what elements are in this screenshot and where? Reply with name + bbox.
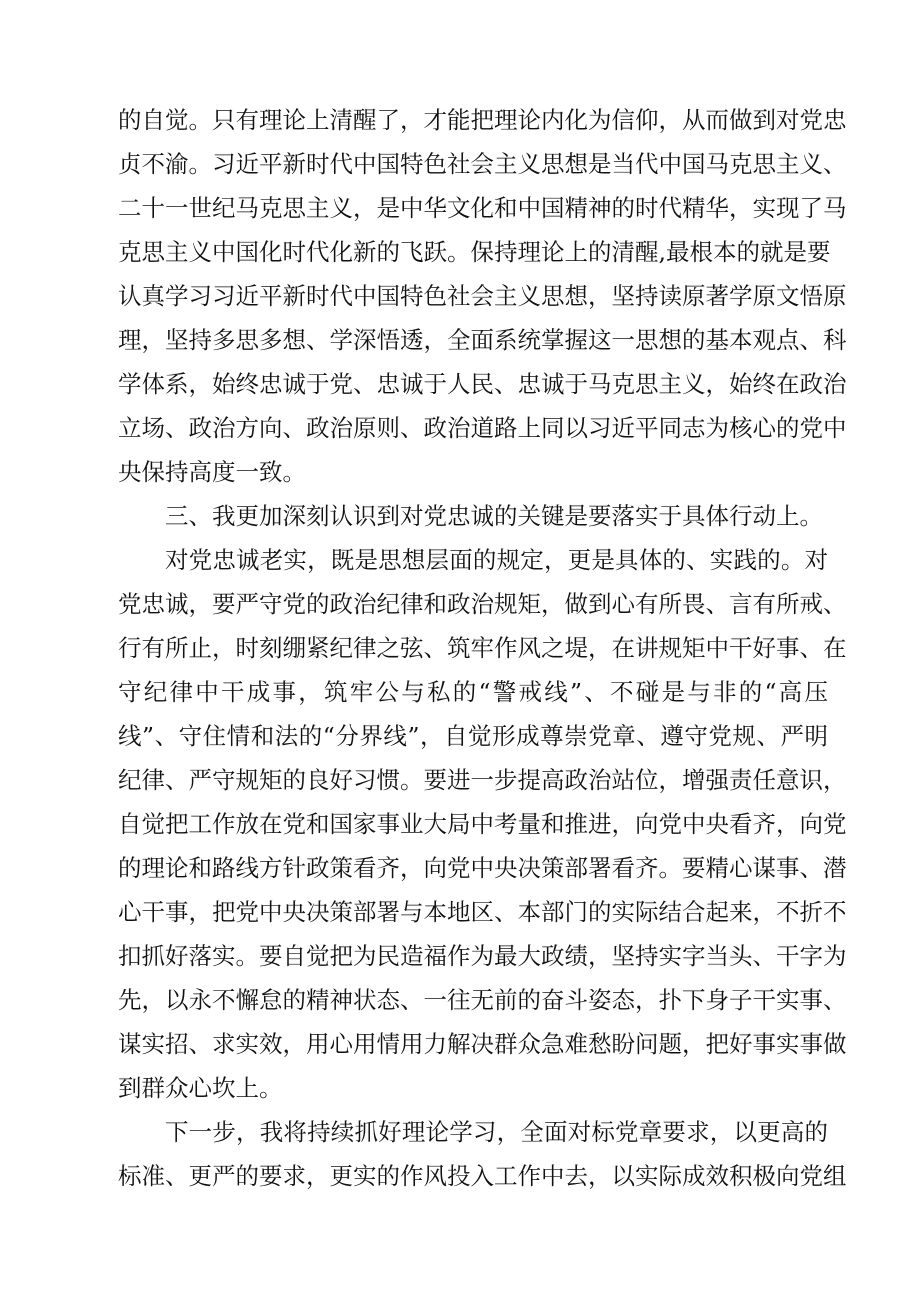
text-line: 到群众心坎上。 [118,1074,283,1102]
text-line: 立场、政治方向、政治原则、政治道路上同以习近平同志为核心的党中 [118,414,847,442]
text-line: 标准、更严的要求，更实的作风投入工作中去，以实际成效积极向党组 [118,1162,847,1190]
text-line: 的自觉。只有理论上清醒了，才能把理论内化为信仰，从而做到对党忠 [118,106,847,134]
text-line: 理，坚持多思多想、学深悟透，全面系统掌握这一思想的基本观点、科 [118,326,847,354]
text-line: 行有所止，时刻绷紧纪律之弦、筑牢作风之堤，在讲规矩中干好事、在 [118,634,847,662]
text-line: 扣抓好落实。要自觉把为民造福作为最大政绩，坚持实字当头、干字为 [118,942,847,970]
text-line: 纪律、严守规矩的良好习惯。要进一步提高政治站位，增强责任意识， [118,766,847,794]
text-line: 先，以永不懈怠的精神状态、一往无前的奋斗姿态，扑下身子干实事、 [118,986,847,1014]
text-line: 党忠诚，要严守党的政治纪律和政治规矩，做到心有所畏、言有所戒、 [118,590,847,618]
text-line: 央保持高度一致。 [118,458,306,486]
text-line: 学体系，始终忠诚于党、忠诚于人民、忠诚于马克思主义，始终在政治 [118,370,847,398]
text-line: 线”、守住情和法的“分界线”，自觉形成尊崇党章、遵守党规、严明 [118,722,828,750]
text-line: 认真学习习近平新时代中国特色社会主义思想，坚持读原著学原文悟原 [118,282,847,310]
text-line: 克思主义中国化时代化新的飞跃。保持理论上的清醒,最根本的就是要 [118,238,831,266]
text-line: 自觉把工作放在党和国家事业大局中考量和推进，向党中央看齐，向党 [118,810,847,838]
text-line: 心干事，把党中央决策部署与本地区、本部门的实际结合起来，不折不 [118,898,847,926]
text-line: 下一步，我将持续抓好理论学习，全面对标党章要求，以更高的 [165,1118,828,1146]
text-line: 二十一世纪马克思主义，是中华文化和中国精神的时代精华，实现了马 [118,194,847,222]
text-line: 守纪律中干成事，筑牢公与私的“警戒线”、不碰是与非的“高压 [118,678,828,706]
text-line: 对党忠诚老实，既是思想层面的规定，更是具体的、实践的。对 [165,546,828,574]
text-line: 的理论和路线方针政策看齐，向党中央决策部署看齐。要精心谋事、潜 [118,854,847,882]
section-heading: 三、我更加深刻认识到对党忠诚的关键是要落实于具体行动上。 [165,502,823,530]
text-line: 谋实招、求实效，用心用情用力解决群众急难愁盼问题，把好事实事做 [118,1030,847,1058]
text-line: 贞不渝。习近平新时代中国特色社会主义思想是当代中国马克思主义、 [118,150,847,178]
